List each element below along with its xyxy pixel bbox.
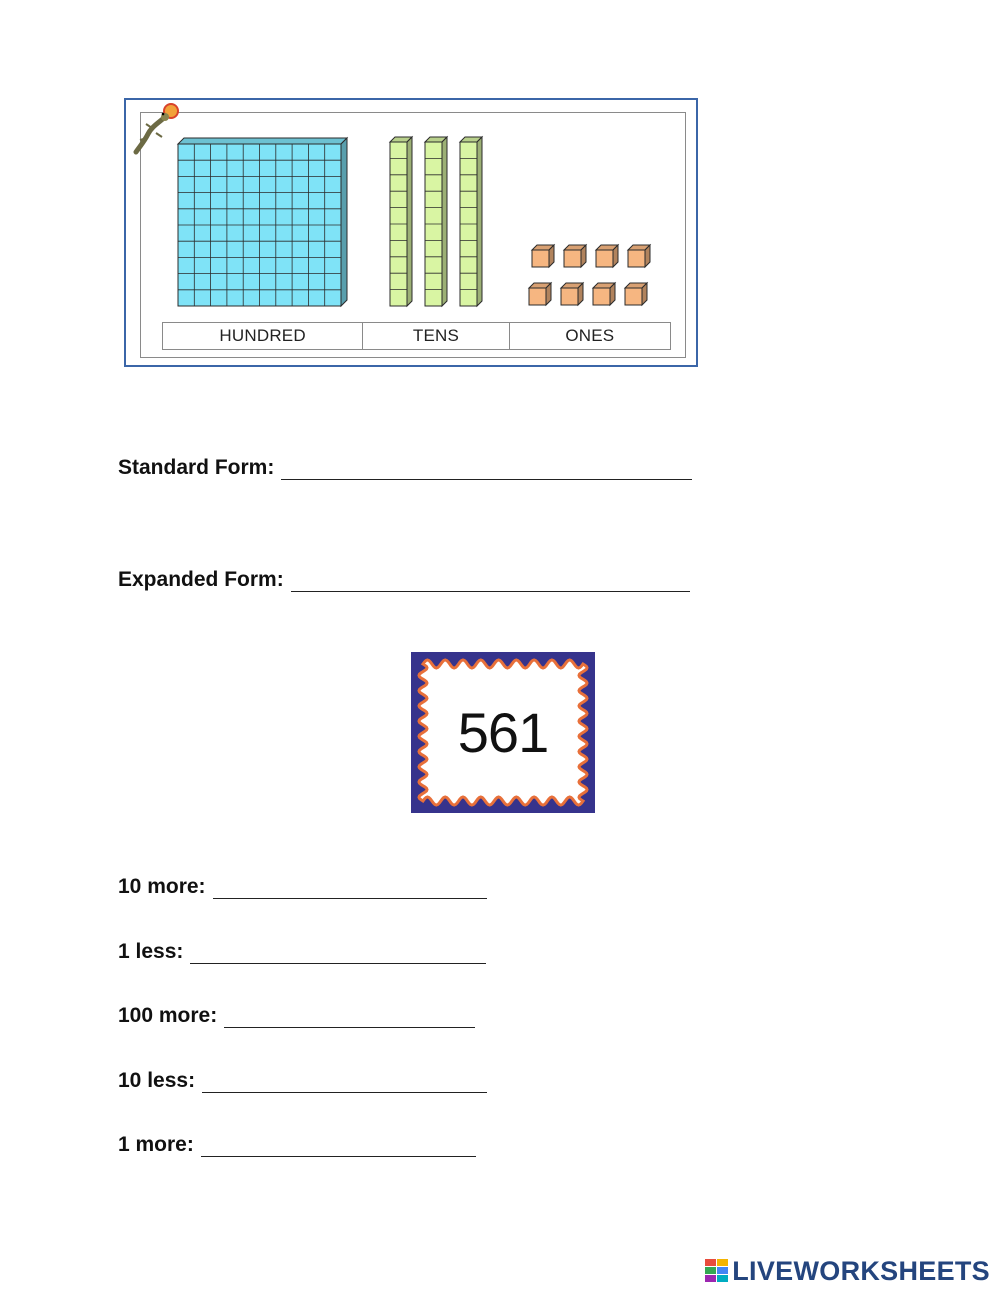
place-value-label-row — [162, 322, 671, 350]
question-label: 10 less: — [118, 1069, 196, 1092]
ones-cube — [625, 283, 647, 305]
tens-rod — [390, 137, 412, 306]
question-1-less — [118, 940, 486, 964]
tens-label: TENS — [362, 323, 508, 349]
ones-cube — [561, 283, 583, 305]
ones-label: ONES — [509, 323, 670, 349]
hundred-label: HUNDRED — [219, 326, 306, 345]
question-answer-line[interactable] — [201, 1137, 476, 1157]
liveworksheets-logo — [705, 1256, 990, 1286]
ones-cubes-group — [529, 245, 650, 305]
ones-cube — [628, 245, 650, 267]
ones-cube — [564, 245, 586, 267]
question-answer-line[interactable] — [224, 1008, 475, 1028]
ones-cube — [593, 283, 615, 305]
tens-rods-group — [390, 137, 482, 306]
question-10-more — [118, 875, 487, 899]
standard-form-row — [118, 456, 692, 480]
expanded-form-answer-line[interactable] — [291, 572, 690, 592]
brand-text: LIVEWORKSHEETS — [732, 1255, 990, 1286]
tens-rod — [425, 137, 447, 306]
question-1-more — [118, 1133, 476, 1157]
blocks-illustration — [0, 0, 1000, 420]
ones-cube — [532, 245, 554, 267]
question-label: 1 more: — [118, 1133, 194, 1156]
question-answer-line[interactable] — [202, 1073, 487, 1093]
question-label: 100 more: — [118, 1004, 218, 1027]
question-10-less — [118, 1069, 487, 1093]
tens-rod — [460, 137, 482, 306]
gecko-icon — [136, 104, 178, 152]
expanded-form-label: Expanded Form: — [118, 568, 284, 591]
question-answer-line[interactable] — [190, 944, 486, 964]
ones-cube — [529, 283, 551, 305]
number-card-value: 561 — [457, 701, 549, 764]
question-100-more — [118, 1004, 475, 1028]
question-label: 1 less: — [118, 940, 184, 963]
expanded-form-row — [118, 568, 690, 592]
liveworksheets-blocks-icon — [705, 1259, 729, 1283]
standard-form-label: Standard Form: — [118, 456, 275, 479]
hundred-flat-group — [178, 138, 347, 306]
number-card — [411, 652, 595, 813]
ones-cube — [596, 245, 618, 267]
question-label: 10 more: — [118, 875, 206, 898]
hundred-flat — [178, 138, 347, 306]
standard-form-answer-line[interactable] — [281, 460, 692, 480]
question-answer-line[interactable] — [213, 879, 487, 899]
